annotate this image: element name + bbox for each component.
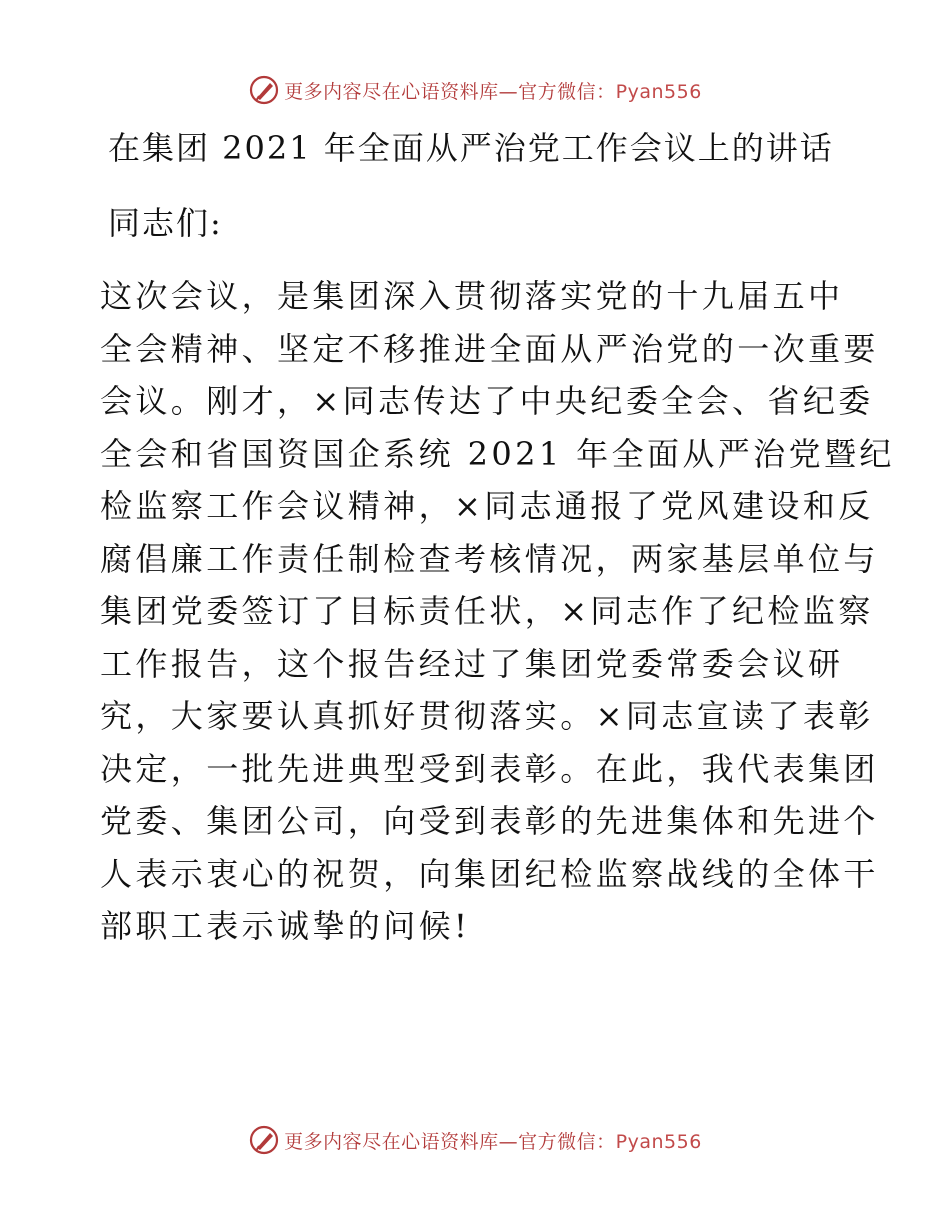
salutation: 同志们: [108, 204, 223, 242]
watermark-text: 更多内容尽在心语资料库—官方微信：Pyan556 [284, 1130, 702, 1153]
quill-logo-icon [248, 74, 280, 106]
paragraph-line: 检监察工作会议精神，×同志通报了党风建设和反 [100, 487, 874, 525]
paragraph-line: 腐倡廉工作责任制检查考核情况，两家基层单位与 [100, 539, 879, 578]
paragraph-line: 人表示衷心的祝贺，向集团纪检监察战线的全体干 [100, 854, 879, 893]
quill-logo-icon [248, 1124, 280, 1156]
paragraph-line: 工作报告，这个报告经过了集团党委常委会议研 [100, 644, 844, 683]
paragraph-line: 全会和省国资国企系统 2021 年全面从严治党暨纪 [100, 434, 895, 473]
document-title: 在集团 2021 年全面从严治党工作会议上的讲话 [108, 129, 834, 167]
paragraph-line: 决定，一批先进典型受到表彰。在此，我代表集团 [100, 749, 879, 788]
watermark-text: 更多内容尽在心语资料库—官方微信：Pyan556 [284, 80, 702, 103]
paragraph-line: 会议。刚才，×同志传达了中央纪委全会、省纪委 [100, 382, 874, 420]
paragraph-line: 究，大家要认真抓好贯彻落实。×同志宣读了表彰 [100, 697, 874, 735]
paragraph-line: 这次会议，是集团深入贯彻落实党的十九届五中 [100, 277, 844, 315]
paragraph-line: 部职工表示诚挚的问候! [100, 907, 471, 945]
paragraph-line: 集团党委签订了目标责任状，×同志作了纪检监察 [100, 592, 874, 630]
watermark-banner-top [0, 70, 950, 110]
paragraph-line: 党委、集团公司，向受到表彰的先进集体和先进个 [100, 802, 879, 840]
watermark-banner-bottom [0, 1120, 950, 1160]
paragraph-line: 全会精神、坚定不移推进全面从严治党的一次重要 [100, 329, 879, 368]
speech-paragraph [100, 270, 895, 953]
